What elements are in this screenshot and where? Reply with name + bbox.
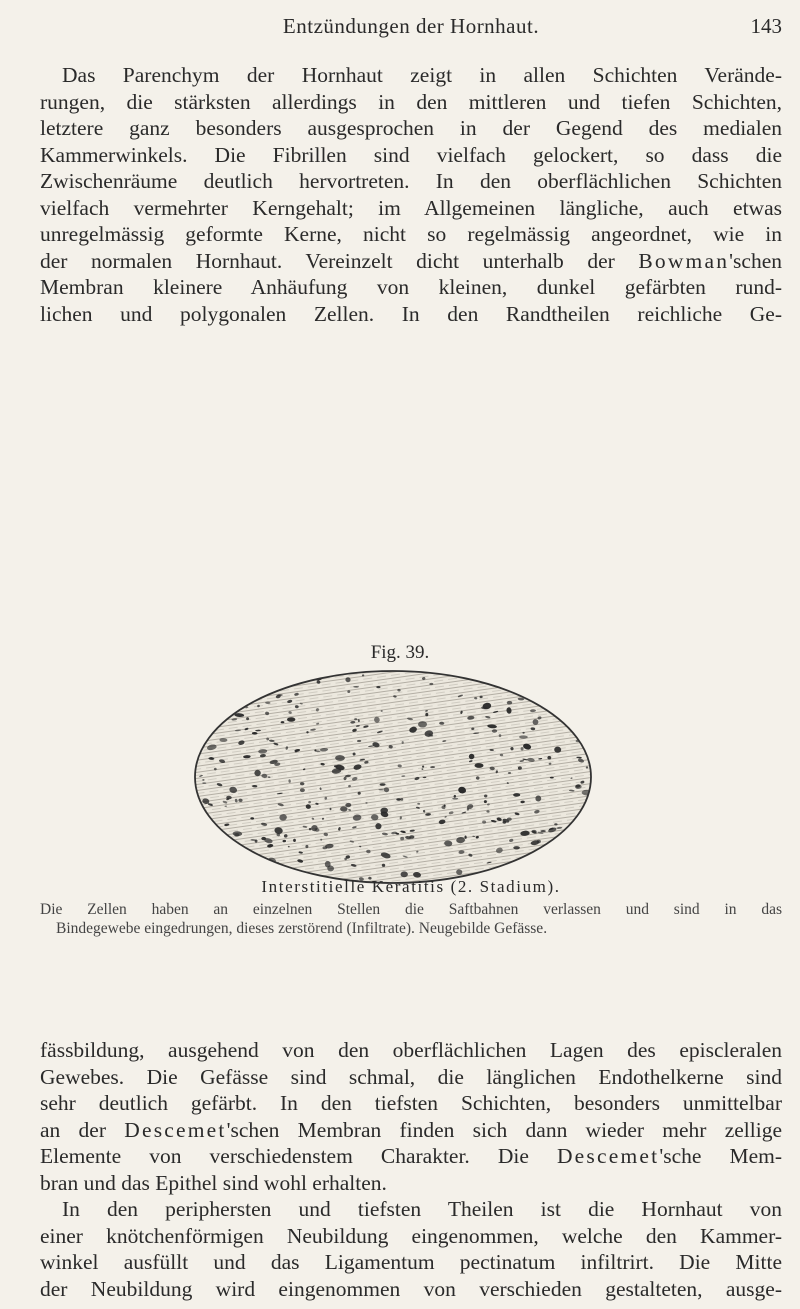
- cell-nucleus: [538, 858, 540, 860]
- cell-nucleus: [567, 685, 576, 691]
- cell-nucleus: [557, 687, 566, 695]
- cell-nucleus: [215, 722, 219, 726]
- cell-nucleus: [206, 723, 211, 728]
- cell-nucleus: [224, 855, 229, 859]
- cell-nucleus: [588, 834, 592, 836]
- cell-nucleus: [562, 678, 568, 681]
- cell-nucleus: [465, 670, 475, 676]
- cell-nucleus: [280, 674, 286, 678]
- cell-nucleus: [574, 846, 577, 848]
- cell-nucleus: [204, 862, 209, 865]
- cell-nucleus: [220, 717, 226, 720]
- cell-nucleus: [192, 729, 195, 733]
- cell-nucleus: [207, 714, 214, 717]
- text-line: Membran kleinere Anhäufung von kleinen, dunkel gefärbten rund-: [40, 275, 782, 299]
- cell-nucleus: [469, 671, 474, 675]
- cell-nucleus: [530, 860, 535, 862]
- cell-nucleus: [565, 855, 569, 859]
- cell-nucleus: [306, 731, 308, 733]
- cell-nucleus: [203, 861, 206, 864]
- figure-label: Fig. 39.: [370, 642, 430, 663]
- cell-nucleus: [584, 695, 587, 697]
- cell-nucleus: [207, 678, 212, 680]
- paragraph-3: [40, 1196, 782, 1302]
- cell-nucleus: [203, 736, 207, 739]
- cell-nucleus: [255, 678, 265, 686]
- cell-nucleus: [583, 697, 590, 702]
- spaced-name: Descemet: [556, 1144, 660, 1168]
- caption-title: Interstitielle Keratitis (2. Stadium).: [261, 877, 561, 896]
- text-line: Das Parenchym der Hornhaut zeigt in allen Schichten Verände-: [62, 63, 782, 87]
- cell-nucleus: [207, 853, 210, 857]
- cell-nucleus: [576, 827, 582, 831]
- cell-nucleus: [192, 737, 200, 743]
- cell-nucleus: [208, 843, 213, 845]
- page-number: 143: [750, 14, 782, 38]
- cell-nucleus: [296, 670, 299, 673]
- cell-nucleus: [195, 837, 199, 840]
- text-line: fässbildung, ausgehend von den oberflächlichen Lagen des episcleralen: [40, 1038, 782, 1062]
- text-line: rungen, die stärksten allerdings in den mittleren und tiefen Schichten,: [40, 89, 782, 114]
- cell-nucleus: [211, 862, 217, 866]
- text-line: Zwischenräume deutlich hervortreten. In den oberflächlichen Schichten: [40, 169, 782, 193]
- spaced-name: Descemet: [124, 1117, 227, 1142]
- text-line: an der Descemet'schen Membran finden sich dann wieder mehr zellige: [40, 1117, 783, 1142]
- cell-nucleus: [225, 680, 231, 683]
- cell-nucleus: [495, 668, 506, 674]
- cell-nucleus: [200, 713, 208, 719]
- cell-nucleus: [588, 860, 591, 862]
- cell-nucleus: [541, 830, 546, 832]
- paragraph-1: [40, 62, 782, 327]
- text-line: Elemente von verschiedenstem Charakter. Die Descemet'sche Mem-: [40, 1144, 782, 1168]
- cell-nucleus: [193, 704, 199, 707]
- cell-nucleus: [574, 700, 580, 703]
- cell-nucleus: [568, 692, 577, 699]
- cell-nucleus: [203, 713, 208, 715]
- cell-nucleus: [554, 696, 560, 700]
- cell-nucleus: [297, 676, 300, 679]
- cell-nucleus: [484, 800, 487, 803]
- cell-nucleus: [212, 846, 219, 851]
- cell-nucleus: [582, 736, 592, 742]
- cell-nucleus: [590, 716, 594, 721]
- text-line: In den peripherst​en und tiefsten Theilen ist die Hornhaut von: [62, 1197, 782, 1221]
- cell-nucleus: [587, 686, 591, 690]
- running-head: [40, 8, 782, 40]
- cell-nucleus: [584, 709, 593, 716]
- caption-line: Bindegewebe eingedrungen, dieses zerstörend (Infiltrate). Neugebilde Gefässe.: [56, 920, 548, 937]
- text-line: bran und das Epithel sind wohl erhalten.: [40, 1170, 387, 1195]
- cell-nucleus: [218, 707, 221, 709]
- cell-nucleus: [577, 673, 583, 677]
- cell-nucleus: [589, 702, 594, 706]
- paragraph-2: [40, 1037, 782, 1196]
- cell-nucleus: [418, 721, 427, 727]
- cell-nucleus: [550, 672, 556, 675]
- cell-nucleus: [507, 701, 512, 705]
- cell-nucleus: [199, 735, 204, 738]
- cell-nucleus: [587, 724, 591, 727]
- cell-nucleus: [204, 708, 207, 711]
- cell-nucleus: [195, 863, 198, 866]
- cell-nucleus: [215, 680, 225, 688]
- cell-nucleus: [549, 668, 556, 673]
- figure-caption: [40, 877, 782, 938]
- text-line: letztere ganz besonders ausgesprochen in der Gegend des medialen: [40, 116, 782, 140]
- cell-nucleus: [564, 837, 568, 840]
- cell-nucleus: [202, 779, 204, 781]
- microscopy-figure: [192, 668, 594, 886]
- text-line: sehr deutlich gefärbt. In den tiefsten Schichten, besonders unmittelbar: [40, 1091, 782, 1115]
- text-line: der normalen Hornhaut. Vereinzelt dicht unterhalb der Bowman'schen: [40, 248, 782, 273]
- cell-nucleus: [575, 676, 578, 678]
- cell-nucleus: [590, 671, 593, 673]
- cell-nucleus: [217, 844, 223, 848]
- cell-nucleus: [396, 798, 401, 800]
- cell-nucleus: [540, 850, 547, 855]
- caption-text: [40, 900, 782, 938]
- cell-nucleus: [489, 668, 492, 670]
- cell-nucleus: [571, 693, 575, 695]
- cell-nucleus: [206, 842, 216, 850]
- cell-nucleus: [577, 834, 583, 838]
- caption-line: Die Zellen haben an einzelnen Stellen die Saftbahnen verlassen und sind in das: [40, 901, 782, 918]
- text-line: vielfach vermehrter Kerngehalt; im Allgemeinen längliche, auch etwas: [40, 195, 782, 220]
- text-line: der Neubildung wird eingenommen von verschieden gestalteten, ausge-: [40, 1276, 782, 1301]
- cell-nucleus: [212, 714, 217, 718]
- cell-nucleus: [513, 846, 520, 849]
- running-title: Entzündungen der Hornhaut.: [282, 14, 540, 38]
- cell-nucleus: [534, 668, 539, 670]
- cell-nucleus: [591, 715, 594, 718]
- text-line: Gewebes. Die Gefässe sind schmal, die länglichen Endothelkerne sind: [40, 1064, 782, 1089]
- cell-nucleus: [483, 675, 486, 678]
- cell-nucleus: [568, 866, 575, 869]
- cell-nucleus: [208, 669, 215, 676]
- cell-nucleus: [564, 671, 573, 678]
- cell-nucleus: [256, 693, 262, 695]
- cell-nucleus: [568, 830, 574, 834]
- cell-nucleus: [585, 853, 591, 856]
- cell-nucleus: [323, 669, 330, 672]
- cell-nucleus: [192, 714, 194, 716]
- text-line: Kammerwinkels. Die Fibrillen sind vielfach gelockert, so dass die: [40, 142, 782, 167]
- text-line: winkel ausfüllt und das Ligamentum pectinatum infiltrirt. Die Mitte: [40, 1250, 782, 1274]
- text-line: lichen und polygonalen Zellen. In den Randtheilen reichliche Ge-: [40, 301, 782, 326]
- cell-nucleus: [284, 673, 293, 681]
- cell-nucleus: [525, 684, 527, 686]
- cell-nucleus: [232, 860, 235, 864]
- cell-nucleus: [556, 707, 560, 711]
- spaced-name: Bowman: [638, 248, 730, 273]
- cell-nucleus: [530, 859, 536, 863]
- cell-nucleus: [489, 870, 494, 873]
- cell-nucleus: [505, 682, 511, 686]
- cell-nucleus: [537, 695, 543, 699]
- cell-nucleus: [207, 690, 214, 695]
- cell-nucleus: [497, 670, 502, 674]
- cell-nucleus: [452, 798, 458, 800]
- cell-nucleus: [216, 672, 219, 675]
- cell-nucleus: [365, 802, 367, 804]
- cell-nucleus: [423, 669, 429, 671]
- cell-nucleus: [554, 692, 562, 698]
- text-line: einer knötchenförmigen Neubildung eingenommen, welche den Kammer-: [40, 1223, 782, 1248]
- text-line: unregelmässig geformte Kerne, nicht so regelmässig angeordnet, wie in: [40, 222, 782, 246]
- cell-nucleus: [577, 734, 580, 737]
